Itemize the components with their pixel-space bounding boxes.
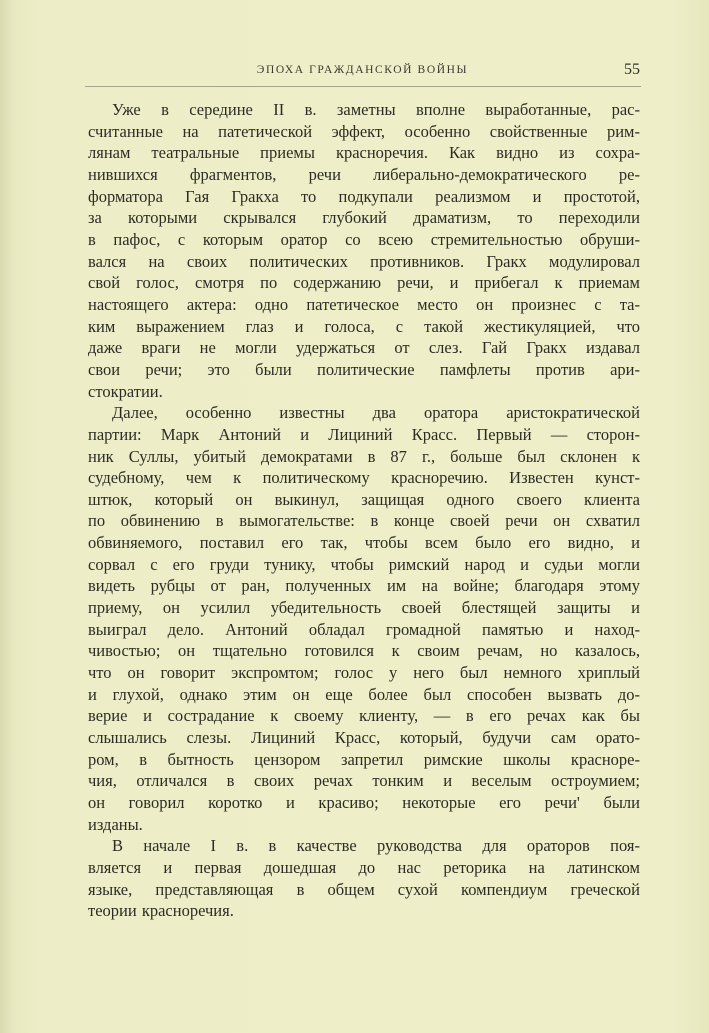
- running-head-title: ЭПОХА ГРАЖДАНСКОЙ ВОЙНЫ: [256, 64, 469, 76]
- text-line: выиграл дело. Антоний обладал громадной памятью и наход-: [88, 619, 640, 639]
- page-number: 55: [624, 61, 640, 78]
- text-line: стократии.: [88, 381, 163, 401]
- text-line: вляется и первая дошедшая до нас реторика на латинском: [88, 857, 640, 877]
- text-line: верие и сострадание к своему клиенту, — в его речах как бы: [88, 706, 640, 726]
- text-line: партии: Марк Антоний и Лициний Красс. Первый — сторон-: [88, 424, 640, 444]
- text-line: в пафос, с которым оратор со всею стремительностью обруши-: [88, 229, 640, 249]
- text-line: приему, он усилил убедительность своей блестящей защиты и: [88, 598, 640, 618]
- running-head: [85, 61, 640, 84]
- paragraph: [88, 402, 640, 835]
- text-line: штюк, который он выкинул, защищая одного своего клиента: [88, 489, 640, 509]
- text-line: ром, в бытность цензором запретил римские школы красноре-: [88, 749, 640, 769]
- text-line: изданы.: [88, 814, 143, 834]
- text-line: В начале I в. в качестве руководства для ораторов поя-: [112, 836, 640, 856]
- text-line: ник Суллы, убитый демократами в 87 г., больше был склонен к: [88, 446, 640, 466]
- text-line: и глухой, однако этим он еще более был способен вызвать до-: [88, 684, 640, 704]
- text-line: чия, отличался в своих речах тонким и веселым остроумием;: [88, 771, 640, 791]
- text-line: нившихся фрагментов, речи либерально-демократического ре-: [88, 164, 640, 184]
- text-line: сорвал с его груди тунику, чтобы римский народ и судьи могли: [88, 554, 640, 574]
- text-line: теории красноречия.: [88, 901, 234, 921]
- text-line: по обвинению в вымогательстве: в конце своей речи он схватил: [88, 511, 640, 531]
- text-line: форматора Гая Гракха то подкупали реализмом и простотой,: [88, 186, 640, 206]
- text-line: ким выражением глаз и голоса, с такой жестикуляцией, что: [88, 316, 640, 336]
- text-line: настоящего актера: одно патетическое место он произнес с та-: [88, 294, 640, 314]
- text-line: вался на своих политических противников. Гракх модулировал: [88, 251, 640, 271]
- text-line: обвиняемого, поставил его так, чтобы всем было его видно, и: [88, 533, 640, 553]
- text-line: Далее, особенно известны два оратора аристократической: [112, 403, 640, 423]
- text-line: даже враги не могли удержаться от слез. Гай Гракх издавал: [88, 338, 640, 358]
- paragraph: [88, 99, 640, 402]
- text-line: свой голос, смотря по содержанию речи, и прибегал к приемам: [88, 273, 640, 293]
- text-line: считанные на патетической эффект, особенно свойственные рим-: [88, 121, 640, 141]
- text-line: видеть рубцы от ран, полученных им на войне; благодаря этому: [88, 576, 640, 596]
- body-text: [88, 99, 640, 922]
- text-line: свои речи; это были политические памфлеты против ари-: [88, 359, 640, 379]
- text-line: Уже в середине II в. заметны вполне выработанные, рас-: [112, 100, 640, 119]
- text-line: лянам театральные приемы красноречия. Как видно из сохра-: [88, 143, 640, 163]
- text-line: судебному, чем к политическому красноречию. Известен кунст-: [88, 468, 640, 488]
- paragraph: [88, 835, 640, 922]
- text-line: за которыми скрывался глубокий драматизм, то переходили: [88, 208, 640, 228]
- text-line: слышались слезы. Лициний Красс, который, будучи сам орато-: [88, 728, 640, 748]
- text-line: что он говорит экспромтом; голос у него был немного хриплый: [88, 663, 640, 683]
- header-rule: [85, 86, 641, 87]
- text-line: он говорил коротко и красиво; некоторые его речи' были: [88, 793, 640, 812]
- text-line: языке, представляющая в общем сухой компендиум греческой: [88, 879, 640, 899]
- text-line: чивостью; он тщательно готовился к своим речам, но казалось,: [88, 641, 640, 661]
